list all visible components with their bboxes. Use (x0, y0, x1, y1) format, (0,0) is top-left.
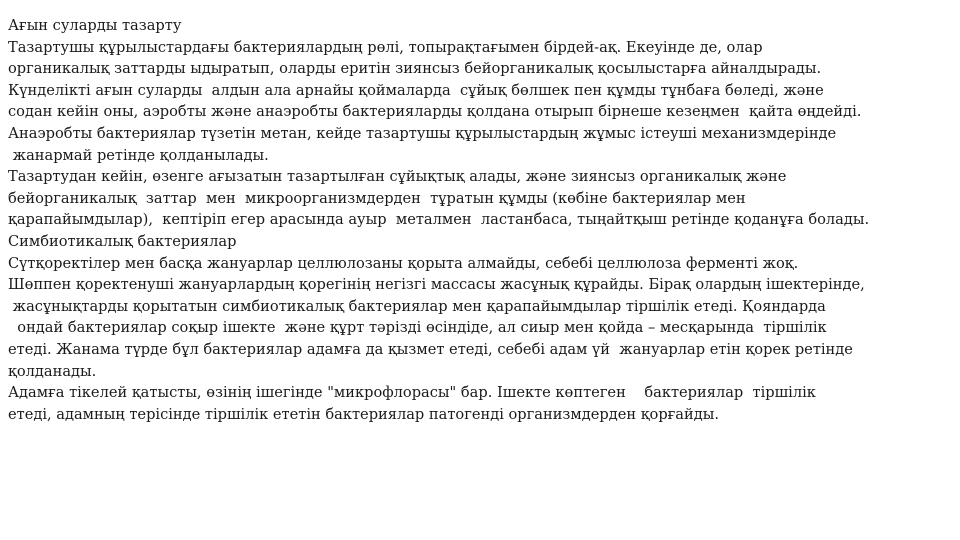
text-line: етеді, адамның терісінде тіршілік ететін бактериялар патогенді организмдерден қорғайды. (8, 405, 719, 423)
text-line: Адамға тікелей қатысты, өзінің ішегінде "микрофлорасы" бар. Ішекте көптеген бактериялар тіршілік (8, 384, 816, 402)
text-line: содан кейін оны, аэробты және анаэробты бактерияларды қолдана отырып бірнеше кезеңмен қайта өңдейді. (8, 103, 862, 121)
text-line: қолданады. (8, 362, 97, 380)
text-line: Шөппен қоректенуші жануарлардың қорегінің негізгі массасы жасұнық құрайды. Бірақ олардың ішектерінде, (8, 276, 865, 294)
text-line: жасұнықтарды қорытатын симбиотикалық бактериялар мен қарапайымдылар тіршілік етеді. Қояндарда (8, 297, 826, 315)
text-line: Сүтқоректілер мен басқа жануарлар целлюлозаны қорыта алмайды, себебі целлюлоза ферменті жоқ. (8, 254, 799, 272)
text-line: Күнделікті ағын суларды алдын ала арнайы қоймаларда сұйық бөлшек пен құмды тұнбаға бөледі, және (8, 81, 824, 99)
text-line: қарапайымдылар), кептіріп егер арасында ауыр металмен ластанбаса, тыңайтқыш ретінде қоданұға болады. (8, 211, 870, 229)
document-body (8, 15, 958, 425)
section-title: Симбиотикалық бактериялар (8, 232, 237, 250)
text-line: Тазартудан кейін, өзенге ағызатын тазартылған сұйықтық алады, және зиянсыз органикалық және (8, 168, 787, 186)
text-line: етеді. Жанама түрде бұл бактериялар адамға да қызмет етеді, себебі адам үй жануарлар етін қорек ретінде (8, 340, 853, 358)
text-line: бейорганикалық заттар мен микроорганизмдерден тұратын құмды (көбіне бактериялар мен (8, 189, 746, 207)
text-line: органикалық заттарды ыдыратып, оларды еритін зиянсыз бейорганикалық қосылыстарға айналдырады. (8, 60, 822, 78)
text-line: ондай бактериялар соқыр ішекте және құрт тәрізді өсіндіде, ал сиыр мен қойда – месқарында тіршілік (8, 319, 827, 337)
text-line: Анаэробты бактериялар түзетін метан, кейде тазартушы құрылыстардың жұмыс істеуші механизмдерінде (8, 124, 837, 142)
section-title: Ағын суларды тазарту (8, 17, 182, 34)
text-line: жанармай ретінде қолданылады. (8, 146, 269, 164)
text-line: Тазартушы құрылыстардағы бактериялардың рөлі, топырақтағымен бірдей-ақ. Екеуінде де, олар (8, 38, 763, 56)
